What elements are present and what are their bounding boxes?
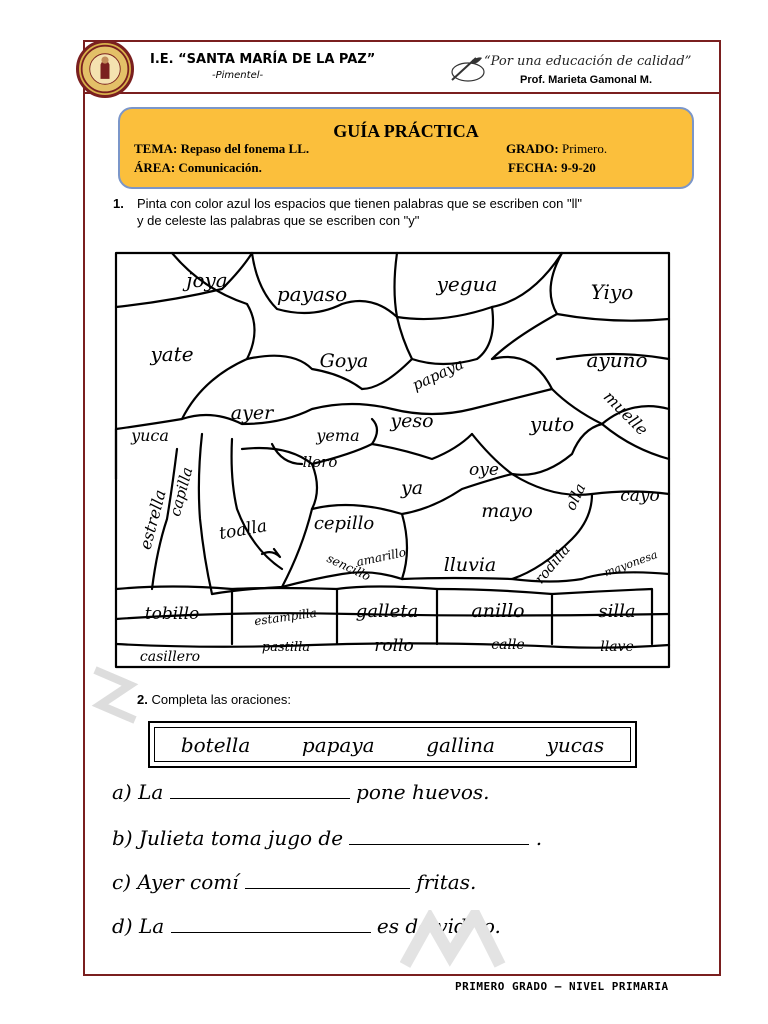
word-lluvia: lluvia xyxy=(443,554,497,576)
date-label: FECHA: xyxy=(508,160,558,175)
word-yeso: yeso xyxy=(390,410,434,432)
word-rollo: rollo xyxy=(374,636,414,656)
guide-title: GUÍA PRÁCTICA xyxy=(333,121,479,141)
word-cayo: cayo xyxy=(620,486,660,506)
word-olla: olla xyxy=(561,480,590,514)
word-casillero: casillero xyxy=(139,649,201,665)
word-cepillo: cepillo xyxy=(313,513,375,534)
sentence-end: . xyxy=(535,826,543,850)
word-yiyo: Yiyo xyxy=(590,280,634,304)
header-divider xyxy=(83,92,721,94)
exercise-2-text: Completa las oraciones: xyxy=(151,692,291,707)
date-value: 9-9-20 xyxy=(561,160,596,175)
word-llave: llave xyxy=(600,639,634,655)
word-anillo: anillo xyxy=(471,600,525,622)
sentence-start: La xyxy=(138,780,164,804)
guide-info-box xyxy=(118,107,694,189)
word-bank-item: gallina xyxy=(426,732,495,757)
word-yate: yate xyxy=(150,342,194,366)
sentence-label: a) xyxy=(112,780,132,804)
sentence-start: La xyxy=(138,914,165,938)
word-bank-inner xyxy=(154,727,631,762)
date-row xyxy=(508,160,596,176)
answer-blank[interactable] xyxy=(171,917,371,933)
area-label: ÁREA: xyxy=(134,160,176,175)
watermark-logo-icon xyxy=(400,910,510,970)
sentence-c xyxy=(112,870,476,894)
word-yema: yema xyxy=(316,426,360,445)
sentence-label: c) xyxy=(112,870,132,894)
word-yuca: yuca xyxy=(131,426,169,445)
area-row xyxy=(134,160,262,176)
sentence-b xyxy=(112,826,542,850)
word-muelle: muelle xyxy=(599,387,652,440)
exercise-2-instruction xyxy=(137,692,291,707)
exercise-1-line-1: Pinta con color azul los espacios que tienen palabras que se escriben con "ll" xyxy=(137,196,582,211)
grade-row xyxy=(506,141,607,157)
word-bank-item: botella xyxy=(180,732,251,757)
quill-pen-icon xyxy=(446,54,486,84)
answer-blank[interactable] xyxy=(245,873,410,889)
school-seal-icon xyxy=(76,40,134,98)
word-amarillo: amarillo xyxy=(355,545,408,570)
sentence-label: b) xyxy=(112,826,133,850)
grade-value: Primero. xyxy=(561,141,608,156)
word-oye: oye xyxy=(469,460,499,480)
sentence-label: d) xyxy=(112,914,133,938)
topic-label: TEMA: xyxy=(134,141,178,156)
sentence-end: fritas. xyxy=(416,870,477,894)
sentence-end: pone huevos. xyxy=(356,780,490,804)
exercise-1-number: 1. xyxy=(113,196,124,211)
word-rodilla: rodilla xyxy=(532,541,574,588)
word-yegua: yegua xyxy=(436,272,498,296)
word-ya: ya xyxy=(400,477,424,499)
topic-row xyxy=(134,141,309,157)
school-motto: “Por una educación de calidad” xyxy=(484,54,692,69)
word-bank xyxy=(148,721,637,768)
word-sencillo: sencillo xyxy=(324,551,373,584)
word-papaya: papaya xyxy=(409,354,467,395)
word-bank-item: papaya xyxy=(301,732,375,757)
word-bank-item: yucas xyxy=(546,732,605,757)
area-value: Comunicación. xyxy=(178,160,262,175)
answer-blank[interactable] xyxy=(170,783,350,799)
word-goya: Goya xyxy=(319,350,369,372)
sentence-end: es de vidrio. xyxy=(376,914,501,938)
grade-label: GRADO: xyxy=(506,141,559,156)
word-ayer: ayer xyxy=(230,402,274,424)
sentence-start: Ayer comí xyxy=(137,870,239,894)
word-mayo: mayo xyxy=(481,500,533,522)
word-lloro: lloro xyxy=(302,453,338,471)
word-ayuno: ayuno xyxy=(586,348,648,372)
word-pastilla: pastilla xyxy=(261,640,311,655)
exercise-2-number: 2. xyxy=(137,692,148,707)
exercise-1-instruction xyxy=(113,195,693,229)
word-silla: silla xyxy=(598,601,636,622)
word-tobillo: tobillo xyxy=(144,604,200,624)
teacher-name: Prof. Marieta Gamonal M. xyxy=(520,74,653,86)
word-joya: joya xyxy=(186,268,228,292)
word-estampilla: estampilla xyxy=(253,605,318,629)
word-toalla: toalla xyxy=(217,516,269,545)
sentence-a xyxy=(112,780,490,804)
exercise-1-line-2: y de celeste las palabras que se escriben con "y" xyxy=(137,213,420,228)
word-mayonesa: mayonesa xyxy=(602,548,660,580)
word-yuto: yuto xyxy=(529,412,575,436)
word-calle: calle xyxy=(491,637,525,653)
answer-blank[interactable] xyxy=(349,829,529,845)
sentence-start: Julieta toma jugo de xyxy=(138,826,344,850)
school-name: I.E. “SANTA MARÍA DE LA PAZ” xyxy=(150,52,376,67)
word-capilla: capilla xyxy=(165,465,197,519)
footer-level: PRIMERO GRADO – NIVEL PRIMARIA xyxy=(455,980,669,993)
topic-value: Repaso del fonema LL. xyxy=(180,141,310,156)
coloring-puzzle xyxy=(112,249,673,671)
school-city: -Pimentel- xyxy=(212,70,264,81)
word-estrella: estrella xyxy=(135,487,170,552)
word-payaso: payaso xyxy=(276,282,348,306)
word-galleta: galleta xyxy=(355,601,419,622)
